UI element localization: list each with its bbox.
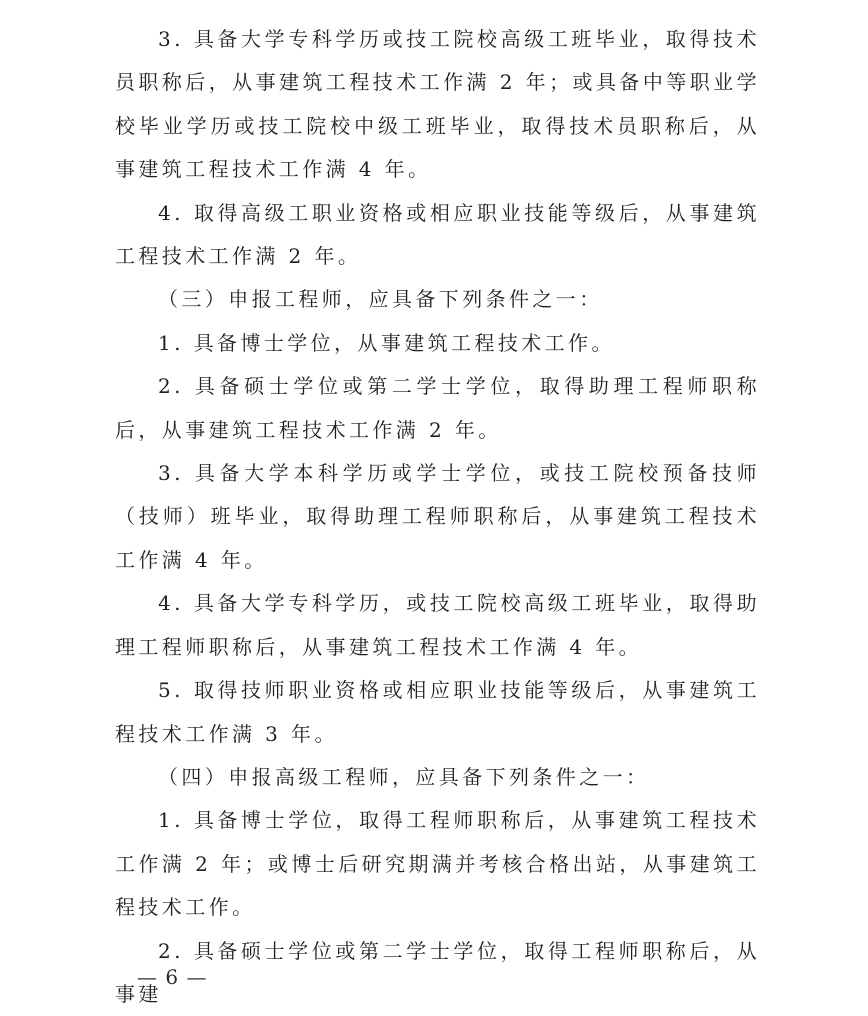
document-body: [115, 18, 760, 1016]
section-heading-engineer: （三）申报工程师，应具备下列条件之一：: [158, 287, 603, 312]
paragraph-item-4-senior-worker-requirement: 4. 取得高级工职业资格或相应职业技能等级后，从事建筑工程技术工作满 2 年。: [115, 200, 760, 269]
paragraph-engineer-item-3: 3. 具备大学本科学历或学士学位，或技工院校预备技师（技师）班毕业，取得助理工程师职称后，从事建筑工程技术工作满 4 年。: [115, 461, 760, 572]
paragraph-engineer-item-2: 2. 具备硕士学位或第二学士学位，取得助理工程师职称后，从事建筑工程技术工作满 2 年。: [115, 374, 760, 442]
paragraph-engineer-item-1: 1. 具备博士学位，从事建筑工程技术工作。: [158, 330, 615, 355]
paragraph-senior-engineer-item-2-partial: 2. 具备硕士学位或第二学士学位，取得工程师职称后，从事建: [115, 938, 760, 1006]
page-number: — 6 —: [137, 965, 208, 989]
paragraph-item-3-technician-requirements: 3. 具备大学专科学历或技工院校高级工班毕业，取得技术员职称后，从事建筑工程技术工作满 2 年；或具备中等职业学校毕业学历或技工院校中级工班毕业，取得技术员职称后，从事建筑工程技术工作满 4 年。: [115, 27, 760, 182]
section-heading-senior-engineer: （四）申报高级工程师，应具备下列条件之一：: [158, 764, 650, 789]
paragraph-senior-engineer-item-1: 1. 具备博士学位，取得工程师职称后，从事建筑工程技术工作满 2 年；或博士后研究期满并考核合格出站，从事建筑工程技术工作。: [115, 808, 760, 920]
paragraph-engineer-item-4: 4. 具备大学专科学历，或技工院校高级工班毕业，取得助理工程师职称后，从事建筑工程技术工作满 4 年。: [115, 591, 760, 659]
paragraph-engineer-item-5: 5. 取得技师职业资格或相应职业技能等级后，从事建筑工程技术工作满 3 年。: [115, 678, 760, 746]
